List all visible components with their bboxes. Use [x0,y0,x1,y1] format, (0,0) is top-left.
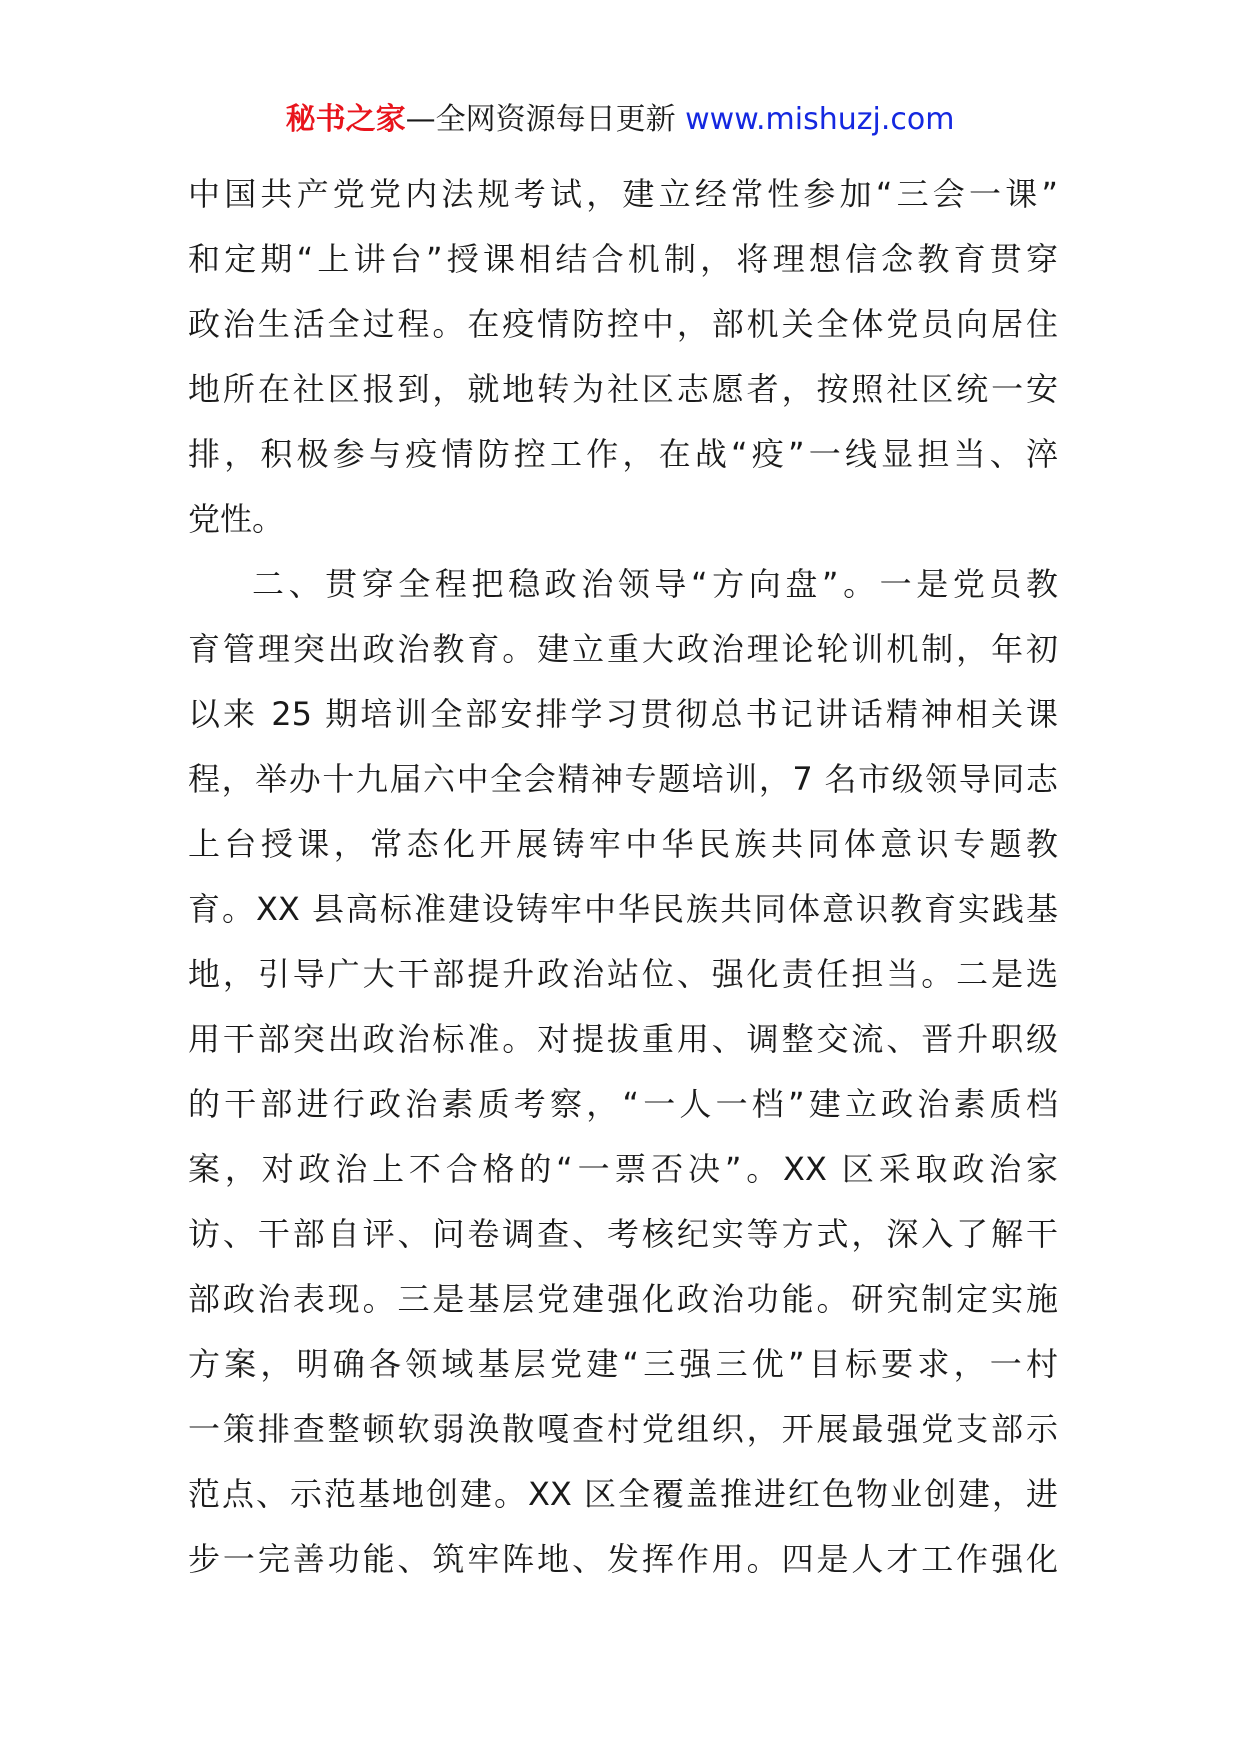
body-line: 地，引导广大干部提升政治站位、强化责任担当。二是选 [188,955,1058,993]
body-line: 一策排查整顿软弱涣散嘎查村党组织，开展最强党支部示 [188,1410,1058,1448]
body-line: 地所在社区报到，就地转为社区志愿者，按照社区统一安 [188,370,1058,408]
body-line: 和定期“上讲台”授课相结合机制，将理想信念教育贯穿 [188,240,1058,278]
body-line: 政治生活全过程。在疫情防控中，部机关全体党员向居住 [188,305,1058,343]
body-line: 方案，明确各领域基层党建“三强三优”目标要求，一村 [188,1345,1058,1383]
body-line: 程，举办十九届六中全会精神专题培训，7 名市级领导同志 [188,760,1058,798]
site-brand: 秘书之家 [285,102,406,137]
site-header [0,98,1240,142]
body-line: 案，对政治上不合格的“一票否决”。XX 区采取政治家 [188,1150,1058,1188]
document-body [188,162,1058,1592]
section-heading-line: 二、贯穿全程把稳政治领导“方向盘”。一是党员教 [252,565,1058,603]
site-url-link[interactable]: www.mishuzj.com [685,102,955,137]
body-line: 范点、示范基地创建。XX 区全覆盖推进红色物业创建，进 [188,1475,1058,1513]
body-line: 访、干部自评、问卷调查、考核纪实等方式，深入了解干 [188,1215,1058,1253]
body-line: 用干部突出政治标准。对提拔重用、调整交流、晋升职级 [188,1020,1058,1058]
body-line: 排，积极参与疫情防控工作，在战“疫”一线显担当、淬 [188,435,1058,473]
body-line: 步一完善功能、筑牢阵地、发挥作用。四是人才工作强化 [188,1540,1058,1578]
body-line: 上台授课，常态化开展铸牢中华民族共同体意识专题教 [188,825,1058,863]
body-line: 育。XX 县高标准建设铸牢中华民族共同体意识教育实践基 [188,890,1058,928]
site-tagline: —全网资源每日更新 [405,102,686,137]
body-line: 育管理突出政治教育。建立重大政治理论轮训机制，年初 [188,630,1058,668]
body-line: 的干部进行政治素质考察，“一人一档”建立政治素质档 [188,1085,1058,1123]
body-line: 以来 25 期培训全部安排学习贯彻总书记讲话精神相关课 [188,695,1058,733]
body-line: 部政治表现。三是基层党建强化政治功能。研究制定实施 [188,1280,1058,1318]
body-line: 中国共产党党内法规考试，建立经常性参加“三会一课” [188,175,1058,213]
body-line: 党性。 [188,500,285,538]
